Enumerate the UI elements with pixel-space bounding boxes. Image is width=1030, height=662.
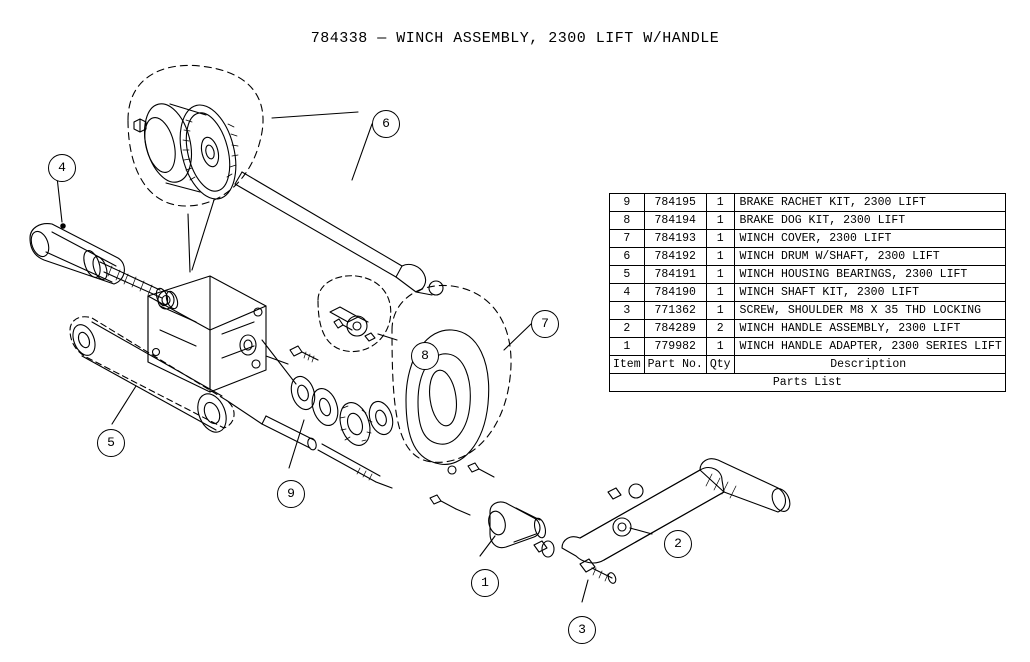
cell-item: 3 [610, 302, 645, 320]
cell-qty: 1 [706, 338, 734, 356]
cell-qty: 2 [706, 320, 734, 338]
cell-part-no: 771362 [644, 302, 706, 320]
cell-item: 5 [610, 266, 645, 284]
cell-description: WINCH HANDLE ASSEMBLY, 2300 LIFT [734, 320, 1005, 338]
cell-item: 8 [610, 212, 645, 230]
cell-qty: 1 [706, 212, 734, 230]
cell-part-no: 784193 [644, 230, 706, 248]
cell-qty: 1 [706, 230, 734, 248]
cell-item: 1 [610, 338, 645, 356]
callout-balloon-5[interactable]: 5 [97, 429, 125, 457]
cell-qty: 1 [706, 302, 734, 320]
table-row [610, 338, 1006, 356]
cell-description: SCREW, SHOULDER M8 X 35 THD LOCKING [734, 302, 1005, 320]
table-row [610, 230, 1006, 248]
table-row [610, 320, 1006, 338]
cell-qty: 1 [706, 284, 734, 302]
table-header-row [610, 356, 1006, 374]
cell-qty: 1 [706, 248, 734, 266]
cell-part-no: 784194 [644, 212, 706, 230]
page-title: 784338 — WINCH ASSEMBLY, 2300 LIFT W/HANDLE [310, 30, 720, 47]
header-qty: Qty [706, 356, 734, 374]
table-row [610, 266, 1006, 284]
callout-balloon-7[interactable]: 7 [531, 310, 559, 338]
callout-balloon-8[interactable]: 8 [411, 342, 439, 370]
cell-part-no: 784195 [644, 194, 706, 212]
table-row [610, 284, 1006, 302]
header-item: Item [610, 356, 645, 374]
table-row [610, 194, 1006, 212]
table-caption-row [610, 374, 1006, 392]
cell-qty: 1 [706, 266, 734, 284]
header-part-no: Part No. [644, 356, 706, 374]
cell-item: 4 [610, 284, 645, 302]
table-row [610, 212, 1006, 230]
cell-item: 7 [610, 230, 645, 248]
parts-list-caption: Parts List [610, 374, 1006, 392]
cell-description: WINCH HOUSING BEARINGS, 2300 LIFT [734, 266, 1005, 284]
callout-balloon-3[interactable]: 3 [568, 616, 596, 644]
cell-item: 6 [610, 248, 645, 266]
table-row [610, 248, 1006, 266]
callout-balloon-4[interactable]: 4 [48, 154, 76, 182]
callout-balloon-6[interactable]: 6 [372, 110, 400, 138]
callout-balloon-9[interactable]: 9 [277, 480, 305, 508]
cell-description: BRAKE RACHET KIT, 2300 LIFT [734, 194, 1005, 212]
cell-item: 9 [610, 194, 645, 212]
cell-description: WINCH SHAFT KIT, 2300 LIFT [734, 284, 1005, 302]
cell-description: WINCH HANDLE ADAPTER, 2300 SERIES LIFT [734, 338, 1005, 356]
header-description: Description [734, 356, 1005, 374]
callout-balloon-1[interactable]: 1 [471, 569, 499, 597]
cell-item: 2 [610, 320, 645, 338]
cell-description: BRAKE DOG KIT, 2300 LIFT [734, 212, 1005, 230]
callout-balloon-2[interactable]: 2 [664, 530, 692, 558]
cell-part-no: 784192 [644, 248, 706, 266]
cell-description: WINCH COVER, 2300 LIFT [734, 230, 1005, 248]
table-row [610, 302, 1006, 320]
cell-part-no: 779982 [644, 338, 706, 356]
cell-part-no: 784289 [644, 320, 706, 338]
cell-part-no: 784191 [644, 266, 706, 284]
cell-qty: 1 [706, 194, 734, 212]
cell-description: WINCH DRUM W/SHAFT, 2300 LIFT [734, 248, 1005, 266]
cell-part-no: 784190 [644, 284, 706, 302]
parts-list-table [609, 193, 1006, 392]
